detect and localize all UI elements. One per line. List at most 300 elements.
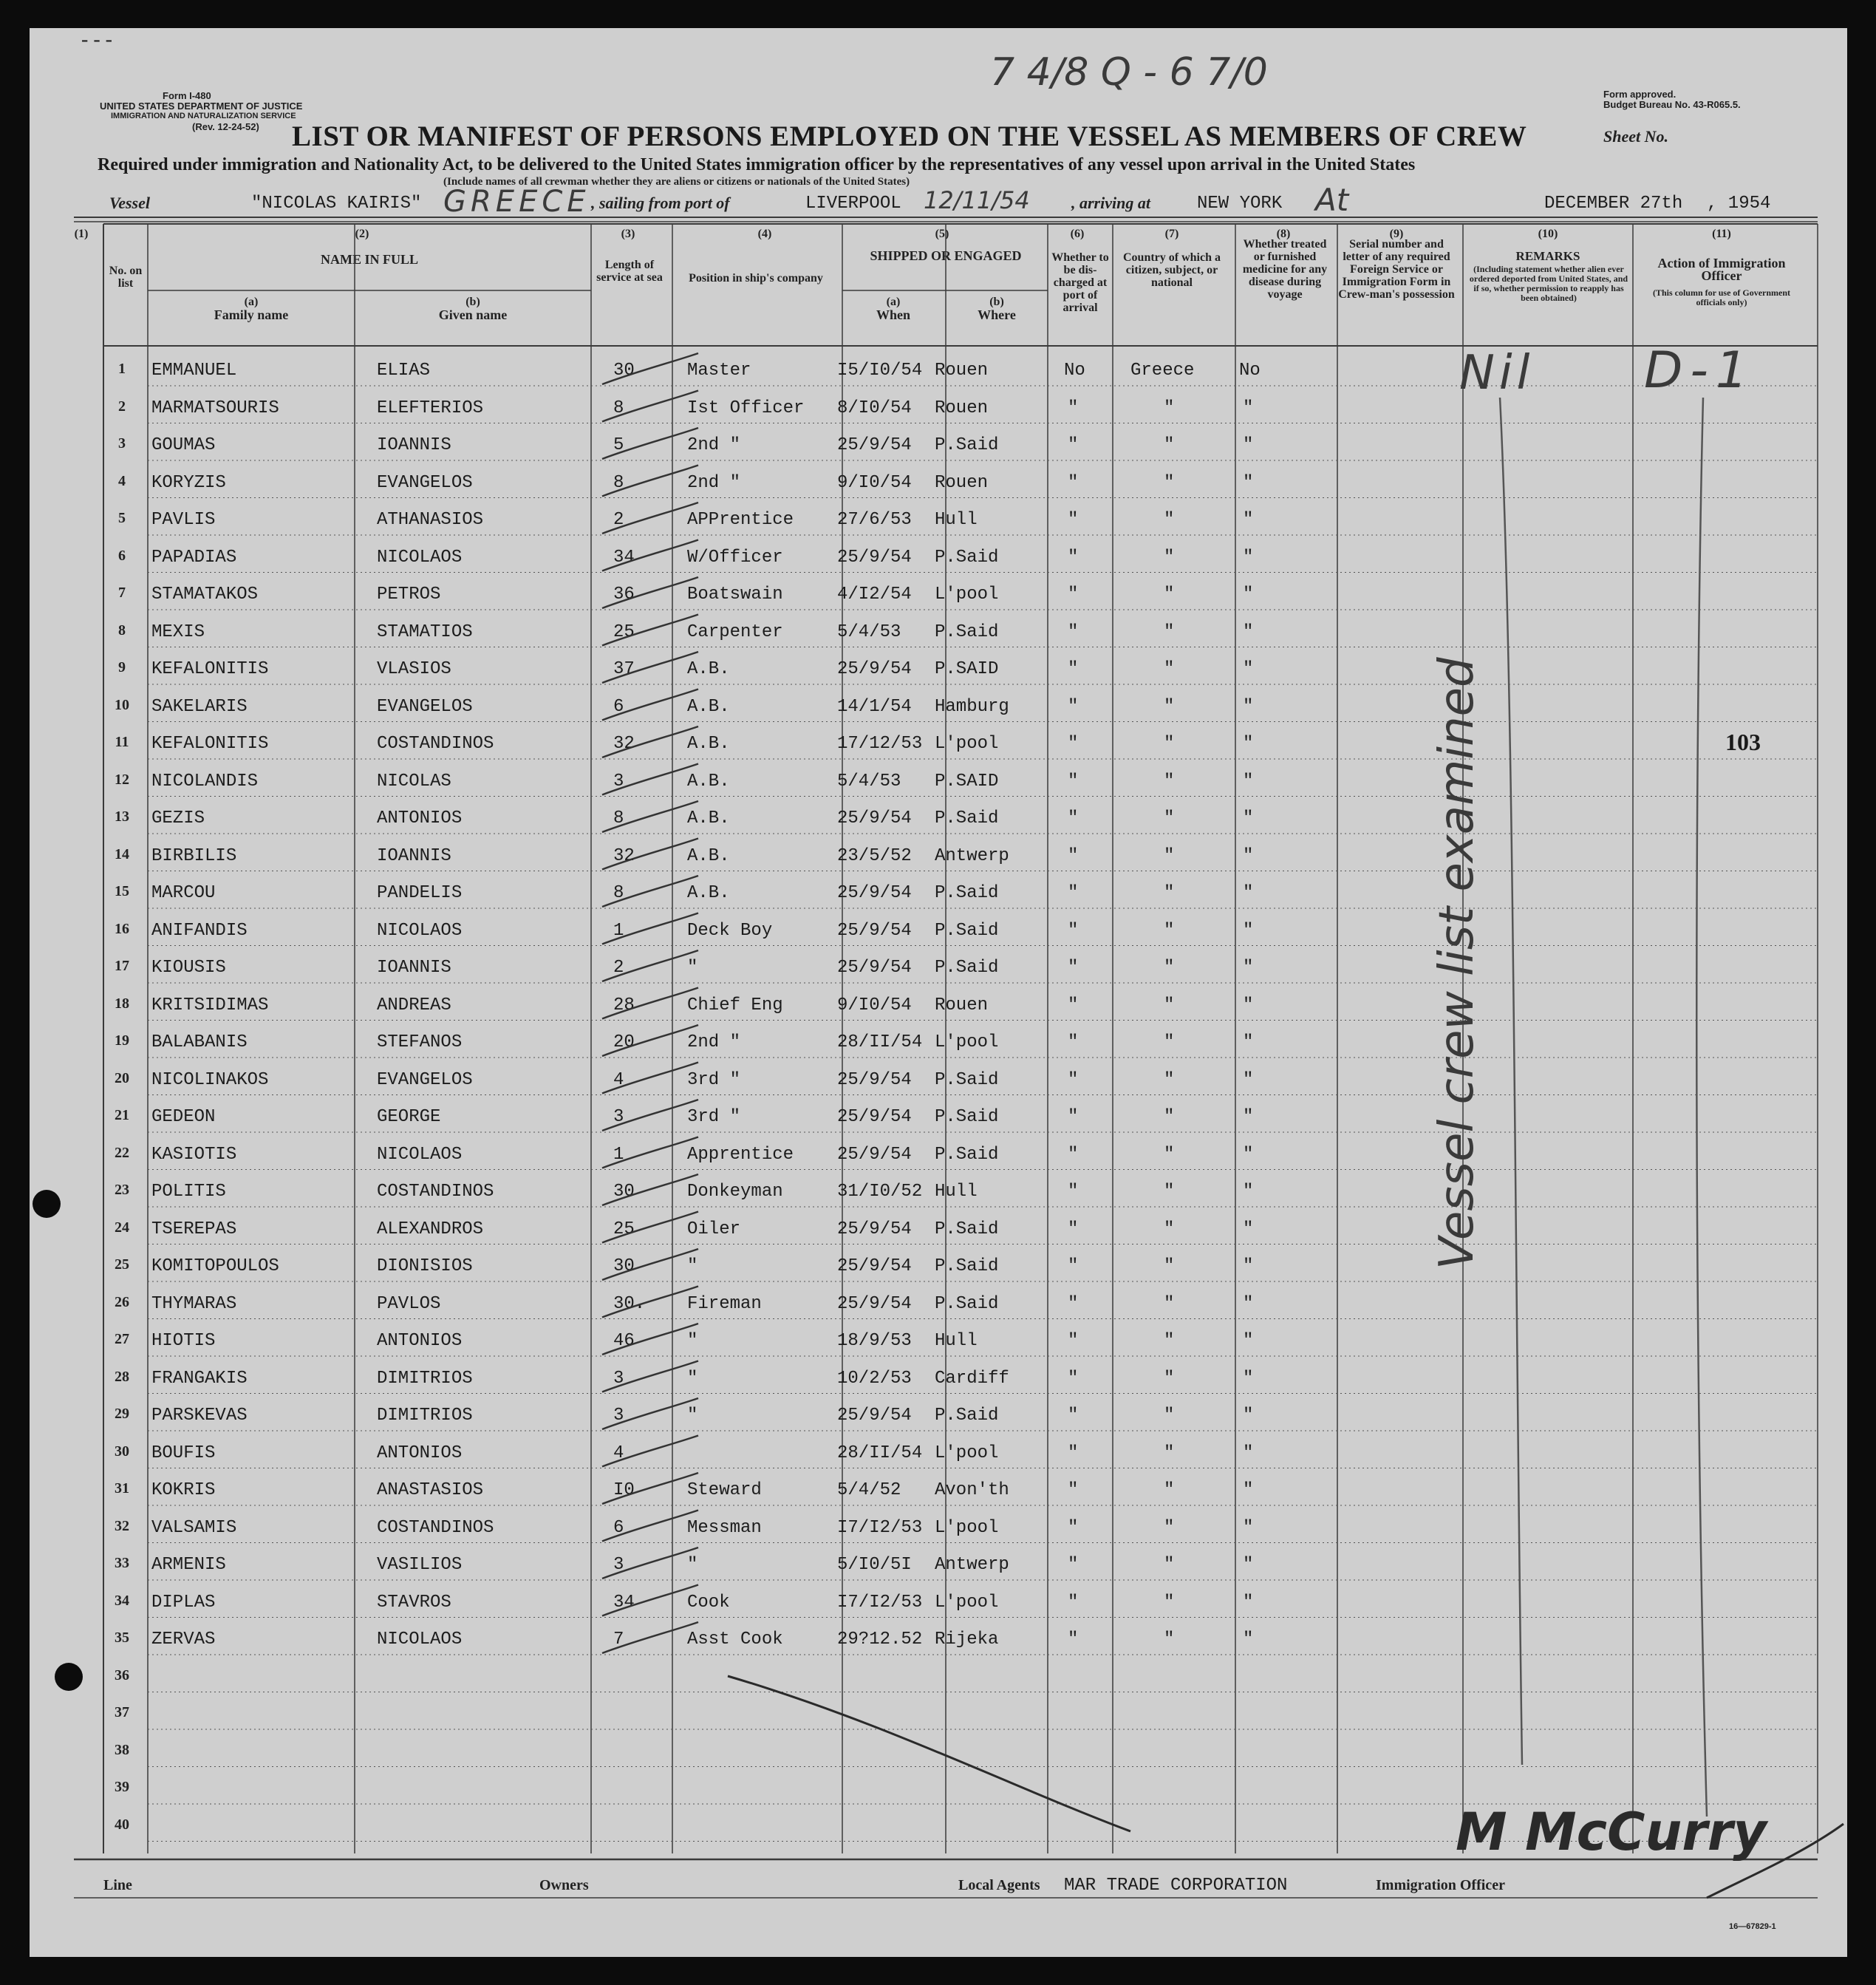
given-name: NICOLAOS [377, 920, 463, 941]
given-name: EVANGELOS [377, 696, 473, 717]
action-handwritten: D-1 [1644, 341, 1756, 400]
country: " [1164, 995, 1175, 1015]
discharged: " [1068, 1555, 1079, 1575]
discharged: " [1068, 1256, 1079, 1276]
col-num-5: (5) [935, 228, 949, 240]
given-name: IOANNIS [377, 435, 451, 455]
shipped-when: 27/6/53 [837, 510, 912, 530]
header-position: Position in ship's company [689, 272, 823, 285]
length-of-service: 3 [613, 1368, 624, 1389]
family-name: PARSKEVAS [151, 1406, 248, 1426]
family-name: BOUFIS [151, 1443, 216, 1463]
department: UNITED STATES DEPARTMENT OF JUSTICE [100, 101, 303, 112]
medicine: " [1243, 1368, 1254, 1389]
discharged: " [1068, 435, 1079, 455]
shipped-when: 25/9/54 [837, 1406, 912, 1426]
given-name: EVANGELOS [377, 472, 473, 493]
col-num-11: (11) [1712, 228, 1731, 240]
length-strike [602, 764, 698, 795]
discharged: " [1068, 472, 1079, 493]
discharged: " [1068, 547, 1079, 568]
row-number: 2 [118, 398, 126, 415]
pencil-marks [30, 28, 1847, 1957]
row-number: 20 [115, 1069, 129, 1086]
family-name: EMMANUEL [151, 361, 237, 381]
length-strike [602, 1473, 698, 1504]
length-strike [602, 540, 698, 571]
row-number: 6 [118, 547, 126, 564]
given-name: ALEXANDROS [377, 1219, 484, 1239]
shipped-where: Avon'th [935, 1480, 1009, 1500]
footer-agents-value: MAR TRADE CORPORATION [1064, 1876, 1288, 1896]
given-name: ELEFTERIOS [377, 398, 484, 418]
col-num-3: (3) [621, 228, 635, 240]
given-name: COSTANDINOS [377, 1517, 494, 1538]
position: " [687, 1555, 698, 1575]
header-action-note: (This column for use of Government officials only) [1652, 287, 1791, 307]
header-remarks: REMARKS [1515, 249, 1580, 263]
action-ditto-line [1696, 398, 1707, 1817]
arriving-port: NEW YORK [1197, 194, 1283, 214]
family-name: DIPLAS [151, 1592, 216, 1613]
country: " [1164, 1406, 1175, 1426]
handwritten-reference: 7 4/8 Q - 6 7/0 [990, 50, 1268, 95]
length-strike [602, 353, 698, 384]
row-number: 1 [118, 361, 126, 377]
length-strike [602, 913, 698, 944]
row-number: 11 [115, 734, 129, 750]
shipped-where: P.Said [935, 808, 999, 828]
shipped-where: L'pool [935, 1517, 999, 1538]
family-name: KRITSIDIMAS [151, 995, 269, 1015]
given-name: STAVROS [377, 1592, 451, 1613]
position: Boatswain [687, 585, 783, 605]
length-of-service: 46 [613, 1331, 635, 1351]
length-strike [602, 876, 698, 907]
given-name: NICOLAOS [377, 547, 463, 568]
position: " [687, 1406, 698, 1426]
given-name: ANTONIOS [377, 1443, 463, 1463]
row-number: 16 [115, 920, 129, 937]
row-number: 34 [115, 1592, 129, 1609]
shipped-where: P.Said [935, 435, 999, 455]
row-number: 27 [115, 1331, 129, 1347]
row-number: 25 [115, 1256, 129, 1273]
length-of-service: 28 [613, 995, 635, 1015]
medicine: " [1243, 1256, 1254, 1276]
shipped-when: 25/9/54 [837, 1107, 912, 1127]
shipped-when: I5/I0/54 [837, 361, 923, 381]
length-column-strikes [602, 353, 698, 1653]
position: A.B. [687, 659, 730, 679]
discharged: " [1068, 1368, 1079, 1389]
medicine: " [1243, 1406, 1254, 1426]
medicine: " [1243, 883, 1254, 903]
sailing-date-handwritten: 12/11/54 [924, 186, 1030, 214]
signature-flourish [1707, 1824, 1843, 1898]
footer-agents-label: Local Agents [958, 1877, 1040, 1893]
shipped-where: L'pool [935, 734, 999, 754]
family-name: ANIFANDIS [151, 920, 248, 941]
medicine: " [1243, 1555, 1254, 1575]
sheet-number: Sheet No. [1603, 127, 1668, 146]
shipped-where: Antwerp [935, 845, 1009, 866]
length-of-service: 30. [613, 1293, 646, 1314]
country: " [1164, 883, 1175, 903]
row-number: 38 [115, 1741, 129, 1758]
header-when-a: (a) [886, 296, 901, 308]
position: " [687, 1331, 698, 1351]
position: 2nd " [687, 435, 741, 455]
family-name: HIOTIS [151, 1331, 216, 1351]
medicine: " [1243, 958, 1254, 978]
position: Fireman [687, 1293, 762, 1314]
discharged: " [1068, 771, 1079, 791]
shipped-where: P.SAID [935, 659, 999, 679]
row-number: 22 [115, 1144, 129, 1161]
given-name: COSTANDINOS [377, 1182, 494, 1202]
family-name: KEFALONITIS [151, 659, 269, 679]
length-of-service: 30 [613, 361, 635, 381]
length-of-service: 5 [613, 435, 624, 455]
shipped-when: 31/I0/52 [837, 1182, 923, 1202]
country: " [1164, 1555, 1175, 1575]
position: A.B. [687, 845, 730, 866]
shipped-when: 25/9/54 [837, 547, 912, 568]
position: Master [687, 361, 751, 381]
medicine: " [1243, 845, 1254, 866]
col-num-6: (6) [1070, 228, 1085, 240]
given-name: ANASTASIOS [377, 1480, 484, 1500]
family-name: ZERVAS [151, 1630, 216, 1649]
header-action: Action of Immigration Officer [1657, 256, 1786, 283]
family-name: STAMATAKOS [151, 585, 259, 605]
medicine: " [1243, 435, 1254, 455]
header-length-of-service: Length of service at sea [596, 259, 663, 284]
position: 3rd " [687, 1069, 741, 1090]
footer-officer-label: Immigration Officer [1376, 1877, 1505, 1893]
position: Carpenter [687, 622, 783, 642]
col-num-4: (4) [757, 228, 772, 240]
shipped-when: 17/12/53 [837, 734, 923, 754]
form-number: Form I-480 [163, 90, 211, 101]
medicine: " [1243, 1331, 1254, 1351]
col-num-8: (8) [1276, 228, 1291, 240]
shipped-when: 8/I0/54 [837, 398, 912, 418]
header-family-name: Family name [214, 307, 289, 322]
officer-signature: M McCurry [1456, 1802, 1767, 1862]
discharged: " [1068, 1517, 1079, 1538]
medicine: " [1243, 398, 1254, 418]
header-name-in-full: NAME IN FULL [320, 252, 418, 267]
header-family-a: (a) [244, 296, 259, 308]
family-name: FRANGAKIS [151, 1368, 248, 1389]
medicine: " [1243, 585, 1254, 605]
discharged: " [1068, 1144, 1079, 1165]
country: " [1164, 510, 1175, 530]
shipped-where: Rijeka [935, 1630, 999, 1649]
given-name: ANTONIOS [377, 1331, 463, 1351]
country: " [1164, 1630, 1175, 1649]
length-of-service: 2 [613, 510, 624, 530]
shipped-where: Rouen [935, 398, 989, 418]
family-name: KORYZIS [151, 472, 226, 493]
length-strike [602, 726, 698, 757]
discharged: " [1068, 845, 1079, 866]
shipped-when: 18/9/53 [837, 1331, 912, 1351]
shipped-where: P.Said [935, 1107, 999, 1127]
budget-bureau: Budget Bureau No. 43-R065.5. [1603, 99, 1741, 110]
country: " [1164, 1480, 1175, 1500]
length-of-service: 6 [613, 696, 624, 717]
country: " [1164, 1107, 1175, 1127]
family-name: GEDEON [151, 1107, 216, 1127]
row-number: 12 [115, 771, 129, 788]
shipped-when: I7/I2/53 [837, 1517, 923, 1538]
manifest-sheet [30, 28, 1847, 1957]
discharged: " [1068, 1219, 1079, 1239]
header-where: Where [978, 307, 1016, 322]
shipped-when: 25/9/54 [837, 958, 912, 978]
discharged: " [1068, 1107, 1079, 1127]
shipped-where: P.SAID [935, 771, 999, 791]
family-name: MARMATSOURIS [151, 398, 279, 418]
family-name: KOMITOPOULOS [151, 1256, 279, 1276]
given-name: NICOLAOS [377, 1630, 463, 1649]
shipped-when: 25/9/54 [837, 1293, 912, 1314]
row-number: 13 [115, 808, 129, 825]
row-number: 14 [115, 845, 129, 862]
header-shipped-or-engaged: SHIPPED OR ENGAGED [870, 248, 1022, 263]
family-name: KASIOTIS [151, 1144, 237, 1165]
length-of-service: I0 [613, 1480, 635, 1500]
family-name: GOUMAS [151, 435, 216, 455]
medicine: " [1243, 1144, 1254, 1165]
given-name: DIONISIOS [377, 1256, 473, 1276]
family-name: PAVLIS [151, 510, 216, 530]
family-name: KEFALONITIS [151, 734, 269, 754]
medicine: " [1243, 1107, 1254, 1127]
medicine: " [1243, 1480, 1254, 1500]
length-strike [602, 950, 698, 981]
position: 2nd " [687, 1032, 741, 1052]
country: " [1164, 771, 1175, 791]
shipped-when: 14/1/54 [837, 696, 912, 717]
shipped-where: Hull [935, 1182, 978, 1202]
shipped-when: 29?12.52 [837, 1630, 923, 1649]
shipped-when: 25/9/54 [837, 1144, 912, 1165]
length-strike [602, 1249, 698, 1280]
position: A.B. [687, 696, 730, 717]
row-number: 31 [115, 1480, 129, 1497]
medicine: " [1243, 808, 1254, 828]
arrival-year: , 1954 [1707, 194, 1771, 214]
given-name: PANDELIS [377, 883, 463, 903]
length-strike [602, 1287, 698, 1318]
shipped-when: 4/I2/54 [837, 585, 912, 605]
country: " [1164, 1443, 1175, 1463]
shipped-where: Hull [935, 510, 978, 530]
row-number: 18 [115, 995, 129, 1012]
length-strike [602, 391, 698, 422]
medicine: " [1243, 1592, 1254, 1613]
medicine: " [1243, 472, 1254, 493]
shipped-where: P.Said [935, 1406, 999, 1426]
position: Apprentice [687, 1144, 794, 1165]
col-num-9: (9) [1389, 228, 1404, 240]
given-name: IOANNIS [377, 958, 451, 978]
country: Greece [1130, 361, 1195, 381]
shipped-when: 9/I0/54 [837, 995, 912, 1015]
shipped-where: Hull [935, 1331, 978, 1351]
length-of-service: 3 [613, 1555, 624, 1575]
length-of-service: 4 [613, 1069, 624, 1090]
serial-column-handwritten: Vessel crew list examined [1430, 657, 1484, 1270]
discharged: " [1068, 1293, 1079, 1314]
position: " [687, 1256, 698, 1276]
shipped-when: 25/9/54 [837, 920, 912, 941]
position: Ist Officer [687, 398, 805, 418]
discharged: " [1068, 808, 1079, 828]
country: " [1164, 734, 1175, 754]
col-num-10: (10) [1538, 228, 1558, 240]
length-strike [602, 466, 698, 497]
header-when: When [876, 307, 910, 322]
family-name: VALSAMIS [151, 1517, 237, 1538]
shipped-where: P.Said [935, 883, 999, 903]
medicine: " [1243, 771, 1254, 791]
row-number: 8 [118, 622, 126, 639]
shipped-where: L'pool [935, 585, 999, 605]
given-name: GEORGE [377, 1107, 441, 1127]
medicine: " [1243, 1293, 1254, 1314]
discharged: " [1068, 995, 1079, 1015]
medicine: " [1243, 920, 1254, 941]
row-number: 30 [115, 1443, 129, 1460]
length-of-service: 30 [613, 1256, 635, 1276]
col-num-7: (7) [1164, 228, 1179, 240]
length-strike [602, 1436, 698, 1467]
discharged: " [1068, 1032, 1079, 1052]
medicine: " [1243, 734, 1254, 754]
position: Cook [687, 1592, 730, 1613]
form-title: LIST OR MANIFEST OF PERSONS EMPLOYED ON THE VESSEL AS MEMBERS OF CREW [292, 120, 1527, 152]
header-remarks-note: (Including statement whether alien ever ordered deported from United States, and if so, whether permission to reapply has been obtained) [1469, 264, 1628, 303]
header-country: Country of which a citizen, subject, or national [1122, 251, 1221, 289]
length-of-service: 37 [613, 659, 635, 679]
country: " [1164, 1144, 1175, 1165]
length-strike [602, 1100, 698, 1131]
shipped-where: L'pool [935, 1592, 999, 1613]
header-no-on-list: No. on list [109, 265, 143, 290]
shipped-when: 5/4/53 [837, 771, 901, 791]
shipped-where: Hamburg [935, 696, 1009, 717]
arriving-handwritten: At [1315, 182, 1349, 218]
length-of-service: 20 [613, 1032, 635, 1052]
position: A.B. [687, 883, 730, 903]
medicine: " [1243, 547, 1254, 568]
medicine: " [1243, 622, 1254, 642]
shipped-when: 25/9/54 [837, 808, 912, 828]
family-name: GEZIS [151, 808, 205, 828]
row-number: 32 [115, 1517, 129, 1534]
header-serial-number: Serial number and letter of any required Foreign Service or Immigration Form in Crew-man's possession [1338, 238, 1455, 301]
given-name: COSTANDINOS [377, 734, 494, 754]
row-number: 26 [115, 1293, 129, 1310]
country: " [1164, 1032, 1175, 1052]
discharged: " [1068, 1406, 1079, 1426]
given-name: NICOLAS [377, 771, 451, 791]
family-name: NICOLANDIS [151, 771, 259, 791]
position: A.B. [687, 734, 730, 754]
row-number: 21 [115, 1107, 129, 1123]
shipped-when: I7/I2/53 [837, 1592, 923, 1613]
discharged: " [1068, 696, 1079, 717]
position: Deck Boy [687, 920, 773, 941]
row-number: 37 [115, 1704, 129, 1720]
length-of-service: 3 [613, 1406, 624, 1426]
medicine: " [1243, 1443, 1254, 1463]
footer-line-label: Line [103, 1877, 132, 1893]
remarks-ditto-line [1500, 398, 1522, 1765]
position: Messman [687, 1517, 762, 1538]
header-medicine: Whether treated or furnished medicine for any disease during voyage [1242, 238, 1328, 301]
position: " [687, 958, 698, 978]
family-name: ARMENIS [151, 1555, 226, 1575]
discharged: " [1068, 398, 1079, 418]
shipped-where: P.Said [935, 547, 999, 568]
given-name: DIMITRIOS [377, 1406, 473, 1426]
shipped-when: 9/I0/54 [837, 472, 912, 493]
country: " [1164, 472, 1175, 493]
length-of-service: 32 [613, 845, 635, 866]
length-strike [602, 1398, 698, 1429]
punch-marks: - - - [81, 28, 112, 51]
length-of-service: 32 [613, 734, 635, 754]
form-note: (Include names of all crewman whether they are aliens or citizens or nationals of the United States) [443, 176, 910, 188]
row-number: 35 [115, 1630, 129, 1646]
family-name: POLITIS [151, 1182, 226, 1202]
length-strike [602, 615, 698, 646]
country: " [1164, 1331, 1175, 1351]
country: " [1164, 435, 1175, 455]
length-strike [602, 1174, 698, 1205]
length-of-service: 1 [613, 920, 624, 941]
length-strike [602, 1324, 698, 1355]
discharged: " [1068, 585, 1079, 605]
position: A.B. [687, 771, 730, 791]
shipped-where: Rouen [935, 361, 989, 381]
family-name: MEXIS [151, 622, 205, 642]
country: " [1164, 585, 1175, 605]
length-strike [602, 1361, 698, 1392]
given-name: STEFANOS [377, 1032, 463, 1052]
length-strike [602, 428, 698, 459]
position: 3rd " [687, 1107, 741, 1127]
length-of-service: 30 [613, 1182, 635, 1202]
country: " [1164, 1219, 1175, 1239]
given-name: IOANNIS [377, 845, 451, 866]
length-of-service: 1 [613, 1144, 624, 1165]
family-name: KOKRIS [151, 1480, 216, 1500]
row-number: 4 [118, 472, 126, 489]
discharged: " [1068, 659, 1079, 679]
length-of-service: 6 [613, 1517, 624, 1538]
header-given-name: Given name [438, 307, 508, 322]
country: " [1164, 1592, 1175, 1613]
medicine: " [1243, 1517, 1254, 1538]
form-subtitle: Required under immigration and Nationality Act, to be delivered to the United States immigration officer by the representatives of any vessel upon arrival in the United States [98, 155, 1416, 174]
